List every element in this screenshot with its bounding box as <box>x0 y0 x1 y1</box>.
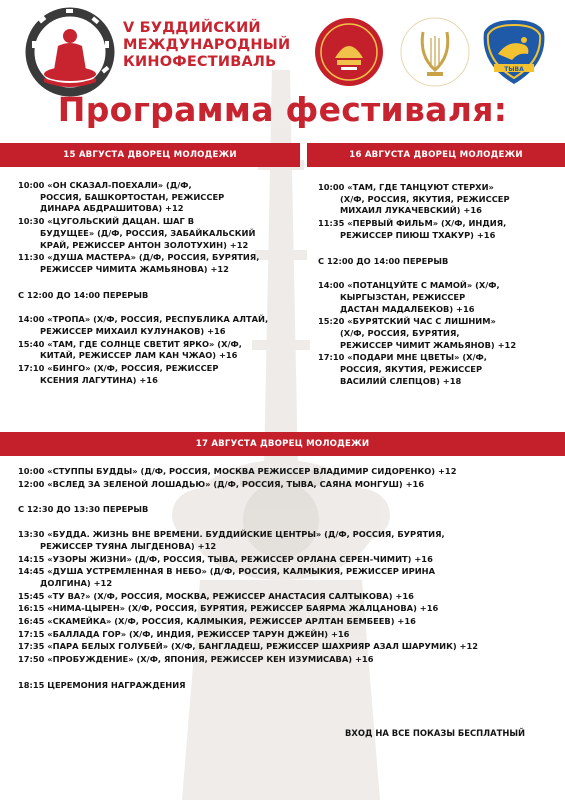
day-16-schedule <box>318 182 563 389</box>
day-15-schedule <box>18 180 306 388</box>
schedule-item: 17:35 «ПАРА БЕЛЫХ ГОЛУБЕЙ» (Х/Ф, БАНГЛАДЕШ, РЕЖИССЕР ШАХРИЯР АЗАЛ ШАРУМИК) +12 <box>18 641 479 652</box>
schedule-item: 10:00 «ОН СКАЗАЛ-ПОЕХАЛИ» (Д/Ф, РОССИЯ, БАШКОРТОСТАН, РЕЖИССЕР ДИНАРА АБДРАШИТОВА) +12 <box>18 180 225 214</box>
tyva-emblem-label: ТЫВА <box>504 66 524 73</box>
golden-lyre-emblem-icon <box>399 16 471 88</box>
schedule-item: 16:15 «НИМА-ЦЫРЕН» (Х/Ф, РОССИЯ, БУРЯТИЯ, РЕЖИССЕР БАЯРМА ЖАЛЦАНОВА) +16 <box>18 603 439 614</box>
schedule-item: 15:45 «ТУ ВА?» (Х/Ф, РОССИЯ, МОСКВА, РЕЖИССЕР АНАСТАСИЯ САЛТЫКОВА) +16 <box>18 590 414 601</box>
schedule-item: 15:40 «ТАМ, ГДЕ СОЛНЦЕ СВЕТИТ ЯРКО» (Х/Ф, КИТАЙ, РЕЖИССЕР ЛАМ КАН ЧЖАО) +16 <box>18 338 242 361</box>
day-17-schedule <box>18 466 563 692</box>
tyva-coat-of-arms-icon <box>478 16 550 88</box>
schedule-item: 17:10 «ПОДАРИ МНЕ ЦВЕТЫ» (Х/Ф, РОССИЯ, ЯКУТИЯ, РЕЖИССЕР ВАСИЛИЙ СЛЕПЦОВ) +18 <box>318 352 487 386</box>
day-16-banner: 16 АВГУСТА ДВОРЕЦ МОЛОДЕЖИ <box>307 143 565 167</box>
schedule-item: 12:00 «ВСЛЕД ЗА ЗЕЛЕНОЙ ЛОШАДЬЮ» (Д/Ф, РОССИЯ, ТЫВА, САЯНА МОНГУШ) +16 <box>18 478 425 489</box>
schedule-item: 17:50 «ПРОБУЖДЕНИЕ» (Х/Ф, ЯПОНИЯ, РЕЖИССЕР КЕН ИЗУМИСАВА) +16 <box>18 654 374 665</box>
break-notice: С 12:00 ДО 14:00 ПЕРЕРЫВ <box>18 289 149 300</box>
break-notice: С 12:00 ДО 14:00 ПЕРЕРЫВ <box>318 255 449 266</box>
festival-title <box>123 20 313 71</box>
day-17-banner: 17 АВГУСТА ДВОРЕЦ МОЛОДЕЖИ <box>0 432 565 456</box>
schedule-item: 15:20 «БУРЯТСКИЙ ЧАС С ЛИШНИМ» (Х/Ф, РОССИЯ, БУРЯТИЯ, РЕЖИССЕР ЧИМИТ ЖАМЬЯНОВ) +12 <box>318 316 517 350</box>
award-ceremony: 18:15 ЦЕРЕМОНИЯ НАГРАЖДЕНИЯ <box>18 679 186 690</box>
schedule-item: 11:30 «ДУША МАСТЕРА» (Д/Ф, РОССИЯ, БУРЯТИЯ, РЕЖИССЕР ЧИМИТА ЖАМЬЯНОВА) +12 <box>18 252 260 274</box>
festival-title-line-2: МЕЖДУНАРОДНЫЙ <box>123 37 291 53</box>
program-title: Программа фестиваля: <box>57 90 508 129</box>
schedule-item: 10:30 «ЦУГОЛЬСКИЙ ДАЦАН. ШАГ В БУДУЩЕЕ» (Д/Ф, РОССИЯ, ЗАБАЙКАЛЬСКИЙ КРАЙ, РЕЖИССЕР АНТОН ЗОЛОТУХИН) +12 <box>18 216 256 250</box>
schedule-item: 13:30 «БУДДА. ЖИЗНЬ ВНЕ ВРЕМЕНИ. БУДДИЙСКИЕ ЦЕНТРЫ» (Д/Ф, РОССИЯ, БУРЯТИЯ, РЕЖИССЕР ТУЯНА ЛЫГДЕНОВА) +12 <box>18 529 445 551</box>
schedule-item: 14:00 «ТРОПА» (Х/Ф, РОССИЯ, РЕСПУБЛИКА АЛТАЙ, РЕЖИССЕР МИХАИЛ КУЛУНАКОВ) +16 <box>18 314 269 337</box>
festival-header <box>0 0 565 100</box>
day-15-banner: 15 АВГУСТА ДВОРЕЦ МОЛОДЕЖИ <box>0 143 300 167</box>
schedule-item: 11:35 «ПЕРВЫЙ ФИЛЬМ» (Х/Ф, ИНДИЯ, РЕЖИССЕР ПИЮШ ТХАКУР) +16 <box>318 218 507 240</box>
free-entry-note: ВХОД НА ВСЕ ПОКАЗЫ БЕСПЛАТНЫЙ <box>345 728 526 738</box>
schedule-item: 14:15 «УЗОРЫ ЖИЗНИ» (Д/Ф, РОССИЯ, ТЫВА, РЕЖИССЕР ОРЛАНА СЕРЕН-ЧИМИТ) +16 <box>18 553 433 564</box>
schedule-item: 14:45 «ДУША УСТРЕМЛЕННАЯ В НЕБО» (Д/Ф, РОССИЯ, КАЛМЫКИЯ, РЕЖИССЕР ИРИНА ДОЛГИНА) +12 <box>18 566 436 588</box>
schedule-item: 17:10 «БИНГО» (Х/Ф, РОССИЯ, РЕЖИССЕР КСЕНИЯ ЛАГУТИНА) +16 <box>18 363 219 385</box>
schedule-item: 14:00 «ПОТАНЦУЙТЕ С МАМОЙ» (Х/Ф, КЫРГЫЗСТАН, РЕЖИССЕР ДАСТАН МАДАЛБЕКОВ) +16 <box>318 280 500 314</box>
break-notice: С 12:30 ДО 13:30 ПЕРЕРЫВ <box>18 504 149 515</box>
festival-title-line-3: КИНОФЕСТИВАЛЬ <box>123 54 277 70</box>
schedule-item: 10:00 «ТАМ, ГДЕ ТАНЦУЮТ СТЕРХИ» (Х/Ф, РОССИЯ, ЯКУТИЯ, РЕЖИССЕР МИХАИЛ ЛУКАЧЕВСКИЙ) +16 <box>318 182 510 216</box>
schedule-item: 16:45 «СКАМЕЙКА» (Х/Ф, РОССИЯ, КАЛМЫКИЯ, РЕЖИССЕР АРЛТАН БЕМБЕЕВ) +16 <box>18 616 416 627</box>
red-circular-emblem-icon <box>313 16 385 88</box>
schedule-item: 10:00 «СТУППЫ БУДДЫ» (Д/Ф, РОССИЯ, МОСКВА РЕЖИССЕР ВЛАДИМИР СИДОРЕНКО) +12 <box>18 466 457 476</box>
festival-title-line-1: V БУДДИЙСКИЙ <box>123 20 261 36</box>
schedule-item: 17:15 «БАЛЛАДА ГОР» (Х/Ф, ИНДИЯ, РЕЖИССЕР ТАРУН ДЖЕЙН) +16 <box>18 628 350 639</box>
